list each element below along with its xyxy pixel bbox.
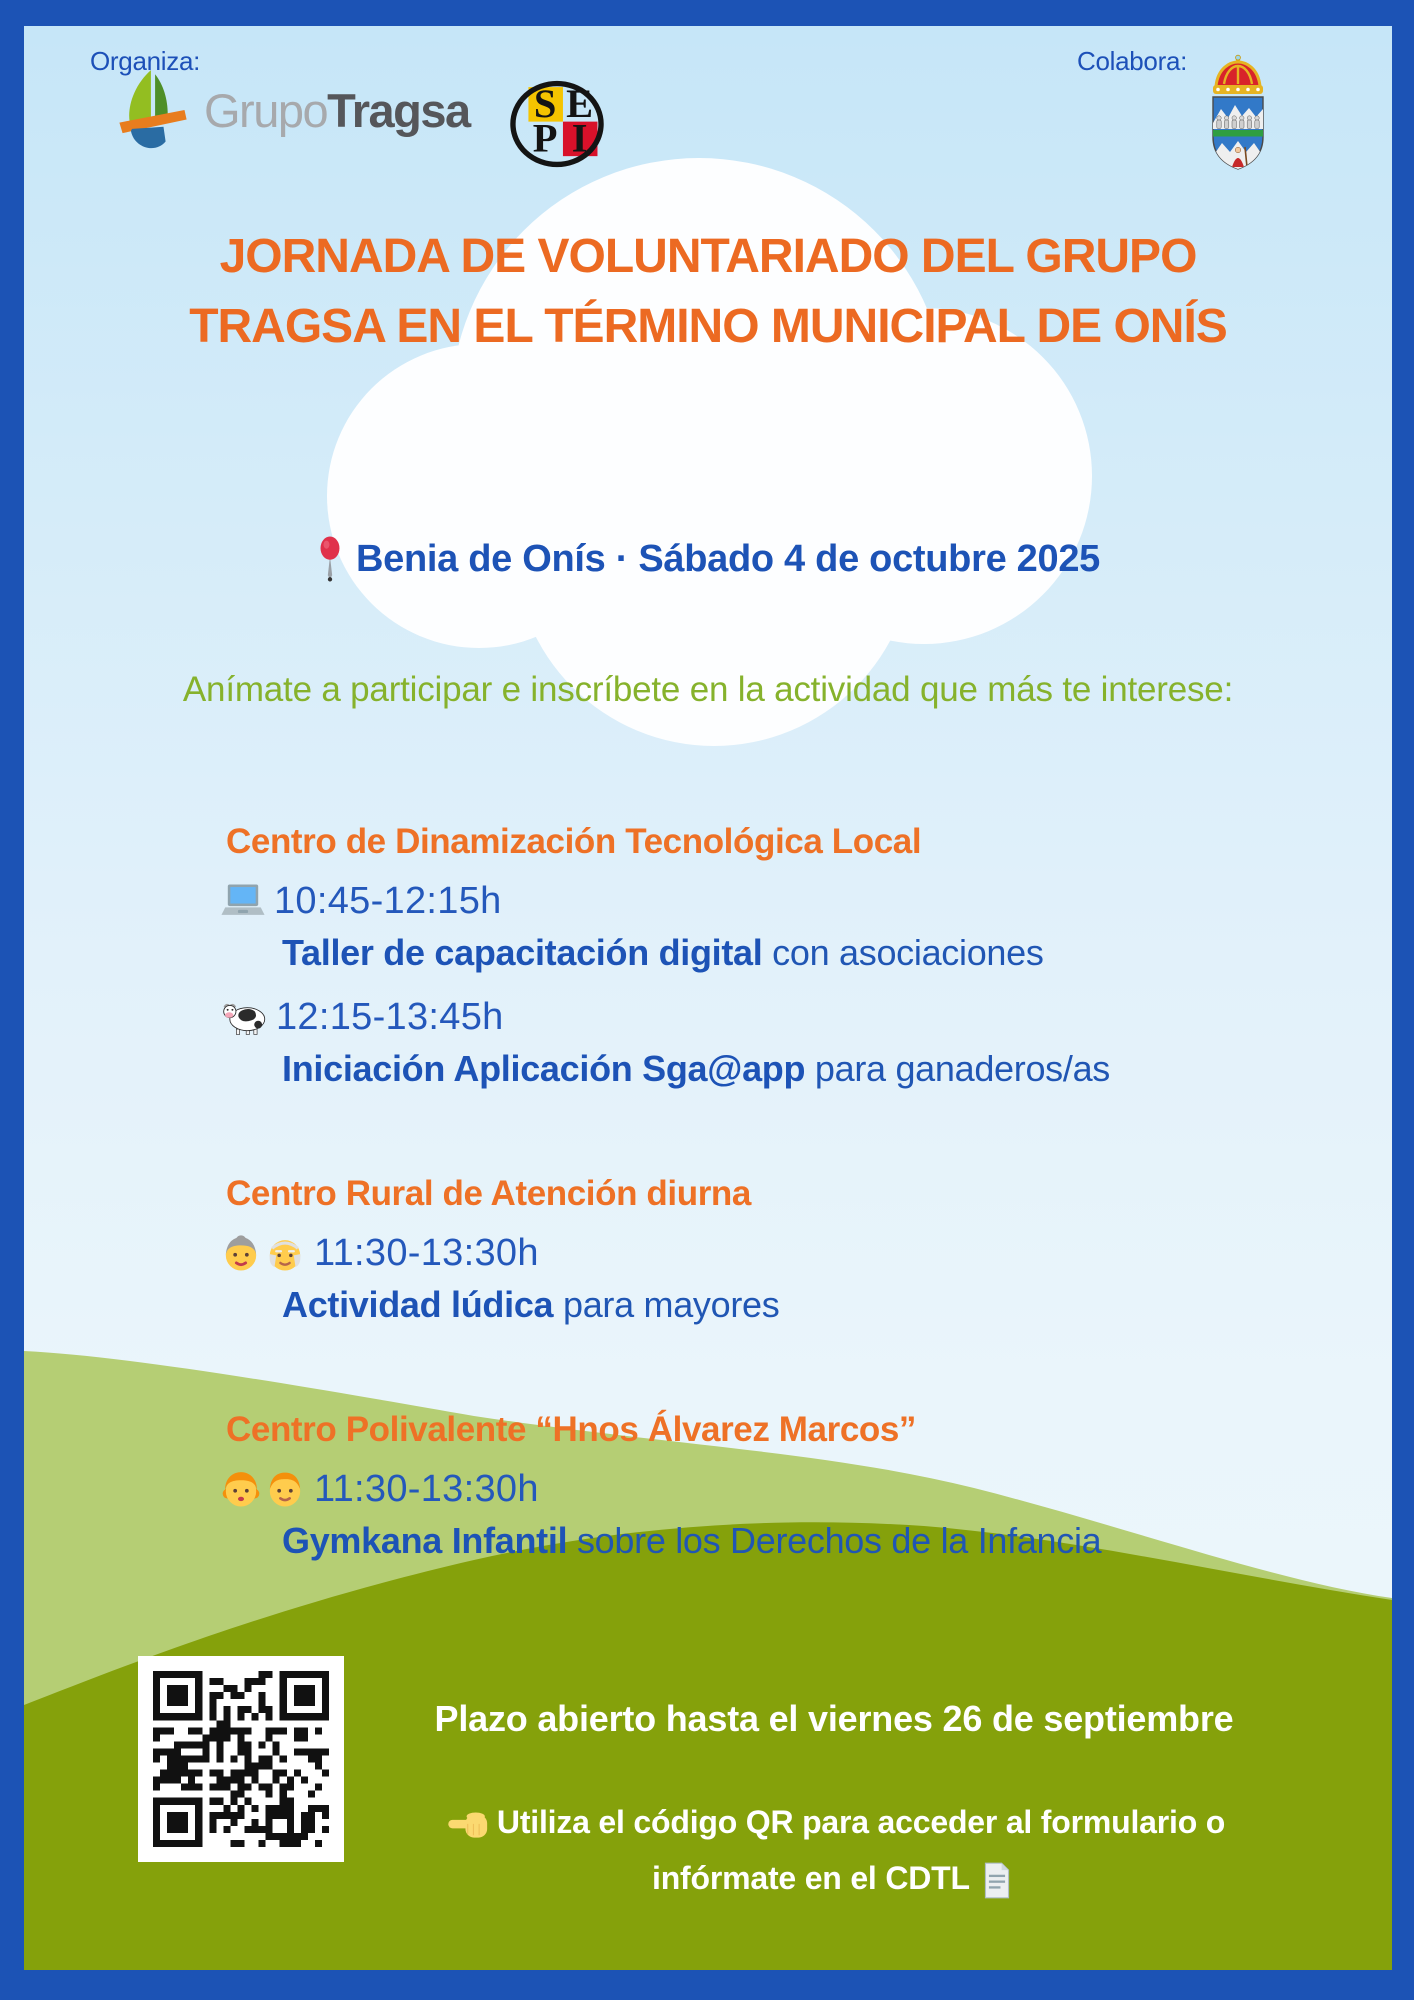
old-man-icon xyxy=(264,1232,306,1274)
poster-title: JORNADA DE VOLUNTARIADO DEL GRUPO TRAGSA EN EL TÉRMINO MUNICIPAL DE ONÍS xyxy=(189,230,1227,353)
cta-line1: Utiliza el código QR para acceder al formulario o xyxy=(496,1804,1226,1840)
wordmark-grupo: Grupo xyxy=(204,83,328,137)
time-row xyxy=(220,876,1300,926)
sepi-logo xyxy=(507,72,607,176)
activity-detail xyxy=(282,1282,1300,1328)
activities-list xyxy=(220,820,1300,1644)
pushpin-icon xyxy=(316,536,344,582)
organiza-label: Organiza: xyxy=(90,46,201,76)
section-title: Centro de Dinamización Tecnológica Local xyxy=(226,822,922,861)
time-text: 12:15-13:45h xyxy=(276,995,504,1038)
wordmark-tragsa: Tragsa xyxy=(327,83,470,137)
activity-name: Taller de capacitación digital xyxy=(282,932,763,973)
location-date-line xyxy=(24,536,1392,582)
section-title: Centro Polivalente “Hnos Álvarez Marcos” xyxy=(226,1410,917,1449)
time-text: 11:30-13:30h xyxy=(314,1467,539,1510)
time-row xyxy=(220,1464,1300,1514)
crown xyxy=(1213,55,1263,94)
boy-icon xyxy=(264,1468,306,1510)
activity-section-cdtl xyxy=(220,820,1300,1092)
qr-code xyxy=(153,1671,329,1847)
girl-icon xyxy=(220,1468,262,1510)
grupo-tragsa-leaf-icon xyxy=(114,68,192,152)
time-row xyxy=(220,992,1300,1042)
activity-detail xyxy=(282,930,1300,976)
activity-extra: para mayores xyxy=(553,1284,780,1325)
old-woman-icon xyxy=(220,1232,262,1274)
shield-field xyxy=(1213,97,1263,171)
activity-name: Actividad lúdica xyxy=(282,1284,554,1325)
intro-text: Anímate a participar e inscríbete en la actividad que más te interese: xyxy=(182,670,1234,709)
poster-canvas xyxy=(24,26,1392,1970)
section-title: Centro Rural de Atención diurna xyxy=(226,1174,751,1213)
laptop-icon xyxy=(220,882,266,920)
activity-extra: para ganaderos/as xyxy=(805,1048,1111,1089)
grupo-tragsa-wordmark xyxy=(204,83,470,138)
document-icon xyxy=(982,1862,1012,1899)
time-text: 10:45-12:15h xyxy=(274,879,502,922)
activity-detail xyxy=(282,1046,1300,1092)
activity-extra: sobre los Derechos de la Infancia xyxy=(567,1520,1102,1561)
sepi-letter-p: P xyxy=(532,115,558,161)
cow-icon xyxy=(220,998,268,1036)
grupo-tragsa-logo xyxy=(114,68,470,152)
time-text: 11:30-13:30h xyxy=(314,1231,539,1274)
activity-name: Iniciación Aplicación Sga@app xyxy=(282,1048,806,1089)
qr-instructions xyxy=(324,1794,1344,1906)
activity-detail xyxy=(282,1518,1300,1564)
deadline-text: Plazo abierto hasta el viernes 26 de septiembre xyxy=(434,1698,1234,1739)
activity-section-centro-polivalente xyxy=(220,1408,1300,1564)
time-row xyxy=(220,1228,1300,1278)
activity-section-centro-rural xyxy=(220,1172,1300,1328)
cta-line2: infórmate en el CDTL xyxy=(652,1860,970,1896)
qr-code-card xyxy=(138,1656,344,1862)
sepi-letter-s: S xyxy=(533,80,557,126)
hand-pointing-left-icon xyxy=(447,1809,493,1841)
colabora-label: Colabora: xyxy=(1077,46,1188,76)
location-date-text: Benia de Onís · Sábado 4 de octubre 2025 xyxy=(355,537,1100,580)
activity-extra: con asociaciones xyxy=(762,932,1044,973)
sepi-letter-e: E xyxy=(566,80,594,126)
activity-name: Gymkana Infantil xyxy=(282,1520,568,1561)
sepi-letter-i: I xyxy=(571,115,588,161)
onis-coat-of-arms xyxy=(1202,54,1274,184)
